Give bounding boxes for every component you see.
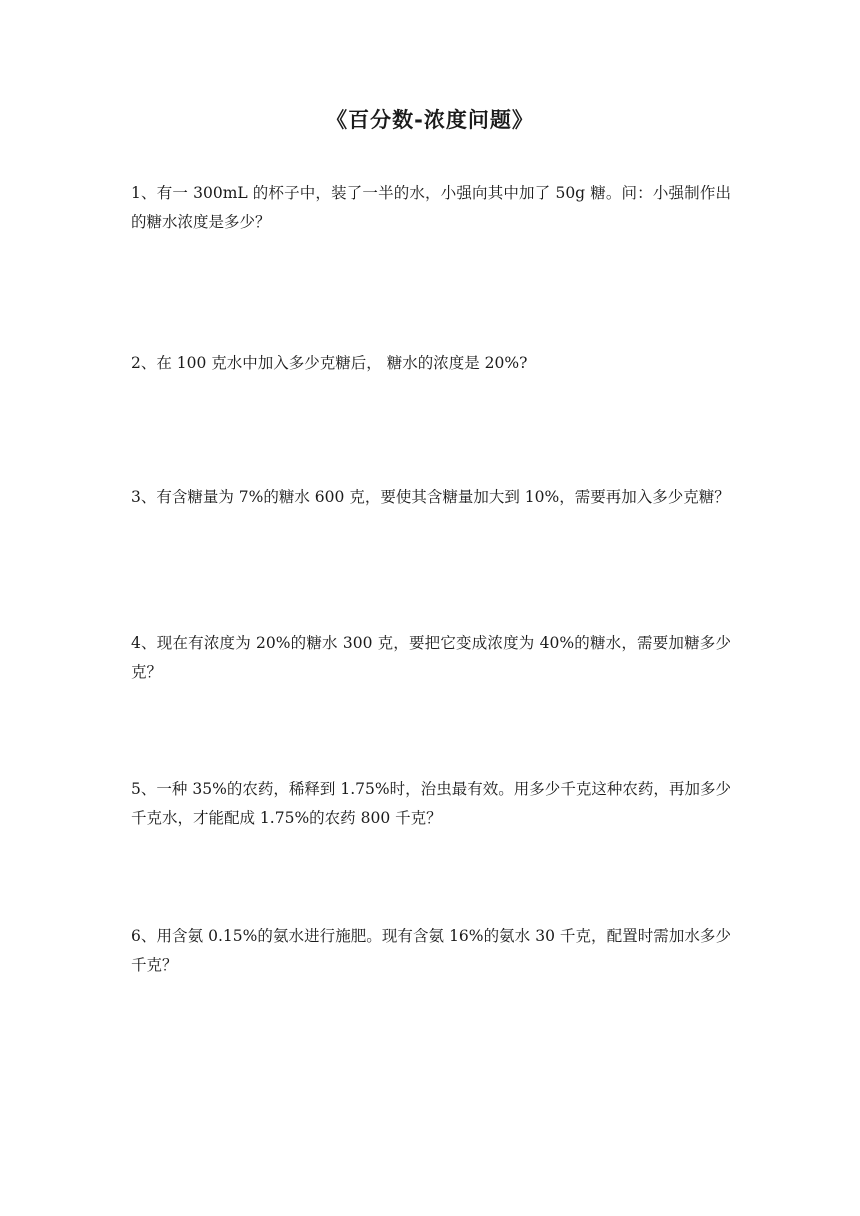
question-6: 6、用含氨 0.15%的氨水进行施肥。现有含氨 16%的氨水 30 千克，配置时需加水多少千克？ <box>131 927 731 974</box>
question-2: 2、在 100 克水中加入多少克糖后， 糖水的浓度是 20%? <box>131 354 528 372</box>
question-4: 4、现在有浓度为 20%的糖水 300 克，要把它变成浓度为 40%的糖水，需要加糖多少克？ <box>131 634 731 681</box>
page-title: 《百分数-浓度问题》 <box>326 108 534 132</box>
question-1: 1、有一 300mL 的杯子中，装了一半的水，小强向其中加了 50g 糖。问：小强制作出的糖水浓度是多少？ <box>131 184 731 231</box>
question-5: 5、一种 35%的农药，稀释到 1.75%时，治虫最有效。用多少千克这种农药，再加多少千克水，才能配成 1.75%的农药 800 千克？ <box>131 780 731 827</box>
question-3: 3、有含糖量为 7%的糖水 600 克，要使其含糖量加大到 10%，需要再加入多少克糖？ <box>131 488 730 506</box>
